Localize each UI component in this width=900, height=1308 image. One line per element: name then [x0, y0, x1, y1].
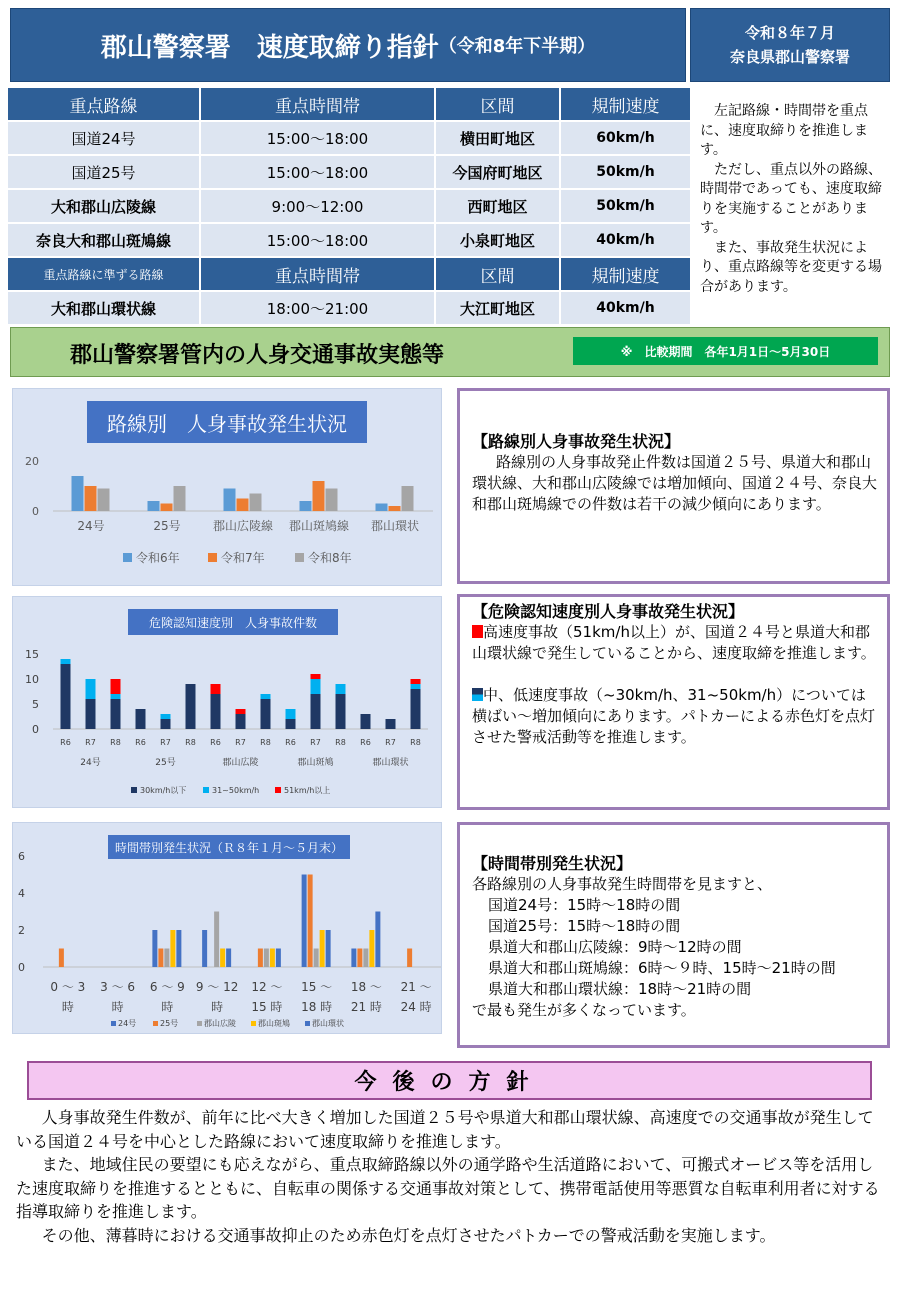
- document-title: [10, 8, 686, 82]
- bar: [313, 481, 325, 511]
- x-tick-label: 時: [161, 1000, 174, 1014]
- x-tick-label: 24 時: [400, 1000, 432, 1014]
- x-tick-label: 15 ～: [301, 980, 333, 994]
- chart-title: 危険認知速度別 人身事故件数: [128, 609, 338, 635]
- side-note-text: ただし、重点以外の路線、時間帯であっても、速度取締りを実施することがあります。: [700, 161, 882, 236]
- legend-swatch: [153, 1021, 158, 1026]
- bar-segment: [61, 659, 71, 664]
- speed-cell: 40km/h: [561, 292, 692, 324]
- bar-segment: [411, 679, 421, 684]
- time-cell: 15:00～18:00: [201, 224, 436, 256]
- x-tick-label: R8: [410, 738, 421, 747]
- legend-label: 郡山環状: [312, 1019, 344, 1028]
- box-heading: 【路線別人身事故発生状況】: [472, 432, 681, 451]
- bar: [158, 949, 163, 968]
- x-tick-label: R6: [135, 738, 146, 747]
- list-item: 国道25号：15時～18時の間: [488, 917, 681, 935]
- section-title: 郡山警察署管内の人身交通事故実態等: [70, 343, 445, 368]
- bar-segment: [86, 679, 96, 699]
- bar: [308, 875, 313, 968]
- legend-swatch: [123, 553, 132, 562]
- area-cell: 横田町地区: [436, 122, 561, 154]
- area-cell: 今国府町地区: [436, 156, 561, 188]
- group-label: 24号: [80, 758, 101, 768]
- bar-segment: [261, 694, 271, 699]
- x-tick-label: R7: [385, 738, 396, 747]
- priority-route-table: [8, 86, 692, 326]
- list-item: 県道大和郡山広陵線：9時～12時の間: [488, 938, 742, 956]
- route-cell: 大和郡山広陵線: [8, 190, 201, 222]
- time-cell: 15:00～18:00: [201, 156, 436, 188]
- bar: [300, 501, 312, 511]
- legend-label: 郡山斑鳩: [258, 1019, 290, 1028]
- x-tick-label: 郡山広陵線: [212, 519, 274, 533]
- route-cell: 国道24号: [8, 122, 201, 154]
- bar-segment: [311, 679, 321, 694]
- speed-chart-panel: [12, 596, 442, 808]
- bar-segment: [311, 694, 321, 729]
- route-cell: 国道25号: [8, 156, 201, 188]
- box-body: 中、低速度事故（~30km/h、31~50km/h）については横ばい～増加傾向にあります。パトカーによる赤色灯を点灯させた警戒活動等を推進します。: [472, 686, 876, 746]
- x-tick-label: R6: [285, 738, 296, 747]
- bar-segment: [386, 719, 396, 729]
- bar: [220, 949, 225, 968]
- legend-label: 25号: [160, 1019, 179, 1028]
- y-tick-label: 0: [32, 505, 39, 518]
- x-tick-label: R7: [235, 738, 246, 747]
- bar-segment: [111, 699, 121, 729]
- header-cell: 区間: [436, 258, 561, 290]
- bar: [407, 949, 412, 968]
- legend-swatch: [111, 1021, 116, 1026]
- route-analysis-box: [457, 388, 890, 584]
- bar-segment: [136, 709, 146, 729]
- time-bar-chart: [13, 823, 443, 1035]
- comparison-period-badge: ※ 比較期間 各年1月1日～5月30日: [573, 337, 878, 365]
- bar: [170, 930, 175, 967]
- time-chart-panel: [12, 822, 442, 1034]
- box-body: 高速度事故（51km/h以上）が、国道２４号と県道大和郡山環状線で発生していることから、速度取締を推進します。: [472, 623, 876, 662]
- header-cell: 規制速度: [561, 88, 692, 120]
- issue-date: 令和８年７月: [744, 24, 835, 42]
- bar-segment: [111, 679, 121, 694]
- route-bar-chart: [13, 389, 443, 587]
- legend-swatch: [131, 787, 137, 793]
- route-chart-panel: [12, 388, 442, 586]
- table-row: [8, 122, 692, 154]
- bar: [214, 912, 219, 968]
- x-tick-label: R7: [160, 738, 171, 747]
- bar: [326, 930, 331, 967]
- bar: [174, 486, 186, 511]
- header-cell: 区間: [436, 88, 561, 120]
- bar: [363, 949, 368, 968]
- bar: [237, 499, 249, 512]
- x-tick-label: 9 ～ 12: [195, 980, 239, 994]
- list-item: 県道大和郡山環状線：18時～21時の間: [488, 980, 752, 998]
- group-label: 郡山環状: [372, 758, 409, 768]
- bar: [326, 489, 338, 512]
- title-sub: （令和8年下半期）: [438, 36, 596, 57]
- bar-segment: [411, 689, 421, 729]
- y-tick-label: 0: [18, 961, 25, 974]
- x-tick-label: R8: [335, 738, 346, 747]
- legend-swatch: [251, 1021, 256, 1026]
- speed-cell: 50km/h: [561, 156, 692, 188]
- time-analysis-box: [457, 822, 890, 1048]
- policy-paragraph: その他、薄暮時における交通事故抑止のため赤色灯を点灯させたパトカーでの警戒活動を実施します。: [41, 1225, 776, 1245]
- bar-segment: [211, 684, 221, 694]
- box-body: 路線別の人身事故発止件数は国道２５号、県道大和郡山環状線、大和郡山広陵線では増加傾向、国道２４号、奈良大和郡山斑鳩線での件数は若干の減少傾向にあります。: [472, 453, 878, 513]
- x-tick-label: R7: [310, 738, 321, 747]
- table-header-row: [8, 258, 692, 290]
- group-label: 郡山斑鳩: [297, 758, 334, 768]
- header-issuer: [690, 8, 890, 82]
- chart-title: 時間帯別発生状況（Ｒ８年１月～５月末）: [108, 835, 350, 859]
- legend-label: 30km/h以下: [140, 786, 187, 795]
- x-tick-label: 15 時: [251, 1000, 283, 1014]
- x-tick-label: 時: [61, 1000, 74, 1014]
- y-tick-label: 2: [18, 924, 25, 937]
- bar: [72, 476, 84, 511]
- bar: [369, 930, 374, 967]
- legend-swatch: [275, 787, 281, 793]
- bar-segment: [111, 694, 121, 699]
- x-tick-label: 18 ～: [350, 980, 382, 994]
- bar-segment: [286, 709, 296, 719]
- title-main: 郡山警察署 速度取締り指針: [100, 32, 439, 63]
- policy-paragraph: 人身事故発生件数が、前年に比べ大きく増加した国道２５号や県道大和郡山環状線、高速度での交通事故が発生している国道２４号を中心とした路線において速度取締りを推進します。: [16, 1108, 874, 1151]
- bar: [152, 930, 157, 967]
- legend-swatch: [197, 1021, 202, 1026]
- x-tick-label: R6: [60, 738, 71, 747]
- bar: [389, 506, 401, 511]
- x-tick-label: 24号: [77, 519, 105, 533]
- bar: [314, 949, 319, 968]
- bar: [161, 504, 173, 512]
- bar-segment: [186, 684, 196, 729]
- policy-heading: 今後の方針: [27, 1061, 872, 1100]
- chart-title: 路線別 人身事故発生状況: [87, 401, 367, 443]
- red-legend-square-icon: [472, 625, 483, 638]
- x-tick-label: 12 ～: [251, 980, 283, 994]
- time-cell: 9:00～12:00: [201, 190, 436, 222]
- group-label: 25号: [155, 758, 176, 768]
- blue-legend-square-icon: [472, 688, 483, 701]
- bar: [176, 930, 181, 967]
- bar: [402, 486, 414, 511]
- x-tick-label: 18 時: [301, 1000, 333, 1014]
- y-tick-label: 20: [25, 455, 39, 468]
- route-cell: 大和郡山環状線: [8, 292, 201, 324]
- bar-segment: [261, 699, 271, 729]
- time-cell: 15:00～18:00: [201, 122, 436, 154]
- bar-segment: [61, 664, 71, 729]
- bar-segment: [336, 684, 346, 694]
- bar: [270, 949, 275, 968]
- x-tick-label: R8: [185, 738, 196, 747]
- bar: [98, 489, 110, 512]
- y-tick-label: 10: [25, 673, 39, 686]
- legend-label: 24号: [118, 1019, 137, 1028]
- box-body: 各路線別の人身事故発生時間帯を見ますと、: [472, 875, 773, 893]
- table-row: [8, 156, 692, 188]
- header-cell: 重点路線に準ずる路線: [8, 258, 201, 290]
- side-note-text: 左記路線・時間帯を重点に、速度取締りを推進します。: [700, 103, 868, 158]
- bar-segment: [286, 719, 296, 729]
- bar-segment: [236, 714, 246, 729]
- x-tick-label: 3 ～ 6: [100, 980, 136, 994]
- y-tick-label: 5: [32, 698, 39, 711]
- legend-swatch: [208, 553, 217, 562]
- bar: [264, 949, 269, 968]
- legend-label: 令和7年: [221, 551, 265, 565]
- bar-segment: [86, 699, 96, 729]
- time-cell: 18:00～21:00: [201, 292, 436, 324]
- bar-segment: [336, 694, 346, 729]
- policy-body: [16, 1106, 888, 1247]
- header-cell: 重点時間帯: [201, 258, 436, 290]
- legend-label: 令和6年: [136, 551, 180, 565]
- policy-paragraph: また、地域住民の要望にも応えながら、重点取締路線以外の通学路や生活道路において、可搬式オービス等を活用した速度取締りを推進するとともに、自転車の関係する交通事故対策として、携帯電話使用等悪質な自転車利用者に対する指導取締りを推進します。: [16, 1155, 880, 1221]
- y-tick-label: 0: [32, 723, 39, 736]
- bar: [276, 949, 281, 968]
- route-cell: 奈良大和郡山斑鳩線: [8, 224, 201, 256]
- bar: [357, 949, 362, 968]
- y-tick-label: 15: [25, 648, 39, 661]
- x-tick-label: 21 時: [350, 1000, 382, 1014]
- speed-stacked-chart: [13, 597, 443, 809]
- bar-segment: [161, 714, 171, 719]
- x-tick-label: 時: [111, 1000, 124, 1014]
- x-tick-label: 時: [211, 1000, 224, 1014]
- x-tick-label: 6 ～ 9: [149, 980, 185, 994]
- speed-analysis-box: [457, 594, 890, 810]
- table-header-row: [8, 88, 692, 120]
- table-row: [8, 224, 692, 256]
- bar-segment: [161, 719, 171, 729]
- x-tick-label: R6: [210, 738, 221, 747]
- legend-swatch: [305, 1021, 310, 1026]
- bar-segment: [311, 674, 321, 679]
- bar: [164, 949, 169, 968]
- legend-swatch: [295, 553, 304, 562]
- y-tick-label: 6: [18, 850, 25, 863]
- bar: [250, 494, 262, 512]
- box-heading: 【時間帯別発生状況】: [472, 854, 633, 873]
- x-tick-label: 0 ～ 3: [50, 980, 86, 994]
- bar-segment: [361, 714, 371, 729]
- bar-segment: [211, 694, 221, 729]
- bar: [148, 501, 160, 511]
- legend-label: 令和8年: [308, 551, 352, 565]
- x-tick-label: R7: [85, 738, 96, 747]
- x-tick-label: R8: [260, 738, 271, 747]
- legend-label: 31~50km/h: [212, 786, 260, 795]
- legend-swatch: [203, 787, 209, 793]
- x-tick-label: R8: [110, 738, 121, 747]
- area-cell: 西町地区: [436, 190, 561, 222]
- issuer-name: 奈良県郡山警察署: [729, 48, 850, 66]
- bar: [59, 949, 64, 968]
- bar: [85, 486, 97, 511]
- x-tick-label: 21 ～: [400, 980, 432, 994]
- bar: [224, 489, 236, 512]
- box-heading: 【危険認知速度別人身事故発生状況】: [472, 602, 745, 621]
- legend-label: 郡山広陵: [204, 1019, 236, 1028]
- header-cell: 規制速度: [561, 258, 692, 290]
- x-tick-label: 25号: [153, 519, 181, 533]
- list-item: 県道大和郡山斑鳩線：6時～９時、15時～21時の間: [488, 959, 836, 977]
- bar: [375, 912, 380, 968]
- bar: [351, 949, 356, 968]
- bar: [258, 949, 263, 968]
- speed-cell: 50km/h: [561, 190, 692, 222]
- bar: [302, 875, 307, 968]
- side-note-text: また、事故発生状況により、重点路線等を変更する場合があります。: [700, 239, 882, 295]
- table-row: [8, 190, 692, 222]
- list-item: 国道24号：15時～18時の間: [488, 896, 681, 914]
- table-row: [8, 292, 692, 324]
- x-tick-label: 郡山斑鳩線: [288, 519, 350, 533]
- x-tick-label: 郡山環状: [370, 519, 420, 533]
- speed-cell: 60km/h: [561, 122, 692, 154]
- bar: [226, 949, 231, 968]
- bar-segment: [236, 709, 246, 714]
- header-cell: 重点路線: [8, 88, 201, 120]
- bar: [320, 930, 325, 967]
- side-note: [700, 102, 890, 297]
- area-cell: 大江町地区: [436, 292, 561, 324]
- speed-cell: 40km/h: [561, 224, 692, 256]
- bar-segment: [411, 684, 421, 689]
- box-body: で最も発生が多くなっています。: [472, 1001, 696, 1019]
- y-tick-label: 4: [18, 887, 25, 900]
- group-label: 郡山広陵: [222, 758, 259, 768]
- bar: [376, 504, 388, 512]
- header-cell: 重点時間帯: [201, 88, 436, 120]
- legend-label: 51km/h以上: [284, 786, 331, 795]
- bar: [202, 930, 207, 967]
- area-cell: 小泉町地区: [436, 224, 561, 256]
- x-tick-label: R6: [360, 738, 371, 747]
